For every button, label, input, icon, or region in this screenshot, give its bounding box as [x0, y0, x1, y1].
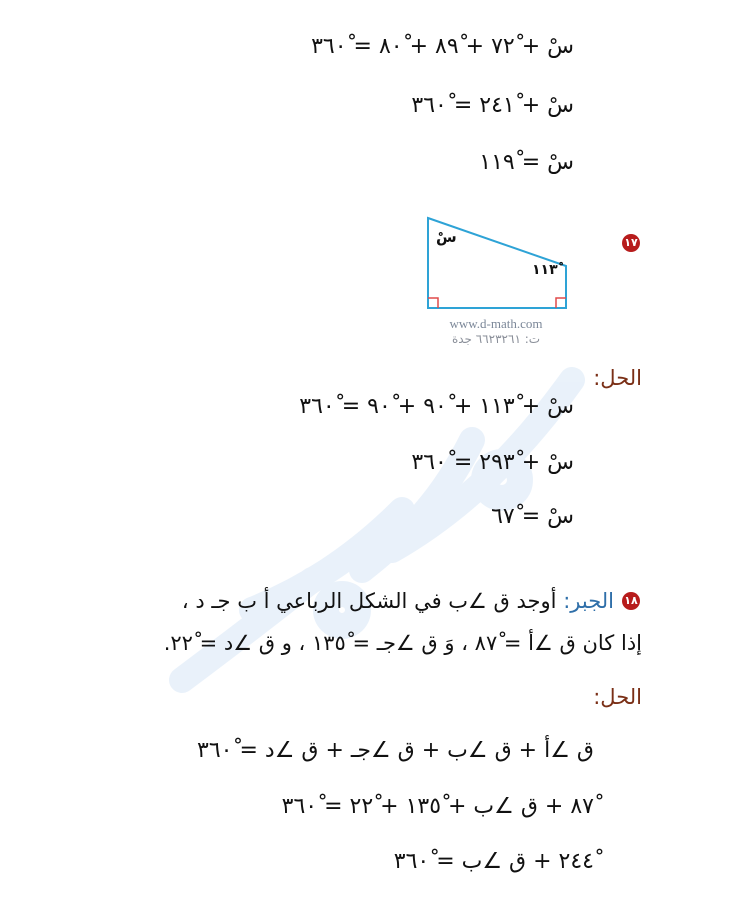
- equation-line-17-1: سْ + ١١٣ْ + ٩٠ْ + ٩٠ْ = ٣٦٠ْ: [299, 394, 574, 419]
- problem-statement-2: إذا كان ق ∠أ = ٨٧ْ ، وَ ق ∠جـ = ١٣٥ْ ، و ق ∠د = ٢٢ْ.: [163, 631, 642, 655]
- equation-line-18-1: ق ∠أ + ق ∠ب + ق ∠جـ + ق ∠د = ٣٦٠ْ: [197, 738, 594, 763]
- topic-label: الجبر:: [563, 589, 614, 613]
- right-angle-marker-left: [428, 298, 438, 308]
- equation-line-1: سْ + ٧٢ْ + ٨٩ْ + ٨٠ْ = ٣٦٠ْ: [311, 34, 574, 59]
- problem-statement-1: [182, 586, 614, 616]
- equation-line-18-3: ٢٤٤ْ + ق ∠ب = ٣٦٠ْ: [393, 849, 594, 874]
- figure-url: www.d-math.com: [449, 316, 543, 331]
- angle-x-label: سْ: [436, 228, 457, 246]
- equation-line-18-2: ٨٧ْ + ق ∠ب + ١٣٥ْ + ٢٢ْ = ٣٦٠ْ: [281, 794, 594, 819]
- problem-number-badge-18: ١٨: [622, 592, 640, 610]
- solution-label-18: الحل:: [593, 685, 642, 709]
- problem-number-badge: ١٧: [622, 234, 640, 252]
- equation-line-2: سْ + ٢٤١ْ = ٣٦٠ْ: [411, 93, 574, 118]
- right-angle-marker-right: [556, 298, 566, 308]
- figure-phone: ت: ٦٦٢٣٢٦١ جدة: [451, 332, 541, 346]
- solution-label-17: الحل:: [593, 366, 642, 390]
- equation-line-17-2: سْ + ٢٩٣ْ = ٣٦٠ْ: [411, 450, 574, 475]
- statement-text-1: أوجد ق ∠ب في الشكل الرباعي أ ب جـ د ،: [181, 589, 557, 613]
- angle-113-label: ١١٣ْ: [532, 262, 558, 278]
- equation-line-17-3: سْ = ٦٧ْ: [491, 504, 574, 529]
- equation-line-3: سْ = ١١٩ْ: [479, 150, 574, 175]
